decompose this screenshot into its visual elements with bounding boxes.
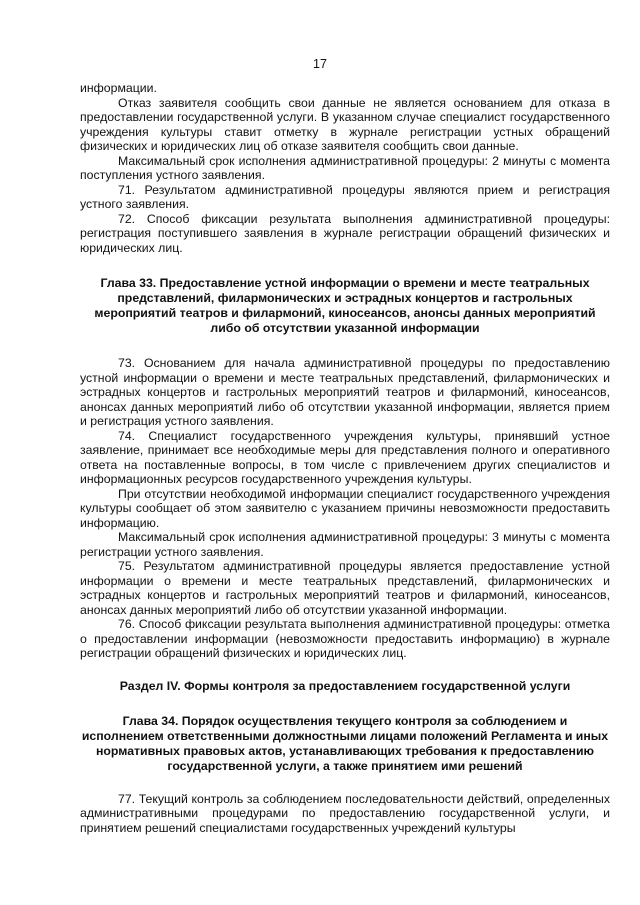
paragraph-76: 76. Способ фиксации результата выполнения административной процедуры: отметка о предоставлении информации (невозможности предоставить информацию) в журнале регистрации обращений физических и юридических лиц. <box>80 617 610 660</box>
document-body <box>80 81 610 835</box>
paragraph: Максимальный срок исполнения административной процедуры: 2 минуты с момента поступления устного заявления. <box>80 153 610 182</box>
chapter-34-heading: Глава 34. Порядок осуществления текущего контроля за соблюдением и исполнением ответственными должностными лицами положений Регламента и иных нормативных правовых актов, устанавливающих требования к предоставлению государственной услуги, а также принятием ими решений <box>81 713 609 773</box>
paragraph: При отсутствии необходимой информации специалист государственного учреждения культуры сообщает об этом заявителю с указанием причины невозможности предоставить информацию. <box>80 486 610 530</box>
page-number: 17 <box>313 57 327 71</box>
paragraph-74: 74. Специалист государственного учреждения культуры, принявший устное заявление, принимает все необходимые меры для представления полного и оперативного ответа на поставленные вопросы, в том числе с привлечением других специалистов и информационных ресурсов государственного учреждения культуры. <box>80 428 610 486</box>
paragraph-75: 75. Результатом административной процедуры является предоставление устной информации о времени и месте театральных представлений, филармонических и эстрадных концертов и гастрольных мероприятий театров и филармоний, киносеансов, анонсах данных мероприятий либо об отсутствии указанной информации. <box>80 559 610 617</box>
chapter-33-heading: Глава 33. Предоставление устной информации о времени и месте театральных представлений, филармонических и эстрадных концертов и гастрольных мероприятий театров и филармоний, киносеансов, анонсы данных мероприятий либо об отсутствии указанной информации <box>94 276 596 335</box>
paragraph-71: 71. Результатом административной процедуры являются прием и регистрация устного заявления. <box>80 182 610 211</box>
paragraph: информации. <box>80 81 157 95</box>
section-4-heading: Раздел IV. Формы контроля за предоставлением государственной услуги <box>119 678 571 693</box>
paragraph-73: 73. Основанием для начала административной процедуры по предоставлению устной информации о времени и месте театральных представлений, филармонических и эстрадных концертов и гастрольных мероприятий театров и филармоний, киносеансов, анонсах данных мероприятий либо об отсутствии указанной информации, является прием и регистрация устного заявления. <box>80 356 610 428</box>
paragraph: Максимальный срок исполнения административной процедуры: 3 минуты с момента регистрации устного заявления. <box>80 530 610 559</box>
paragraph-72: 72. Способ фиксации результата выполнения административной процедуры: регистрация поступившего заявления в журнале регистрации обращений физических и юридических лиц. <box>80 211 610 255</box>
paragraph-77: 77. Текущий контроль за соблюдением последовательности действий, определенных административными процедурами по предоставлению государственной услуги, и принятием решений специалистами государственных учреждений культуры <box>80 791 610 835</box>
paragraph: Отказ заявителя сообщить свои данные не является основанием для отказа в предоставлении государственной услуги. В указанном случае специалист государственного учреждения культуры ставит отметку в журнале регистрации устных обращений физических и юридических лиц об отказе заявителя сообщить свои данные. <box>80 95 610 153</box>
